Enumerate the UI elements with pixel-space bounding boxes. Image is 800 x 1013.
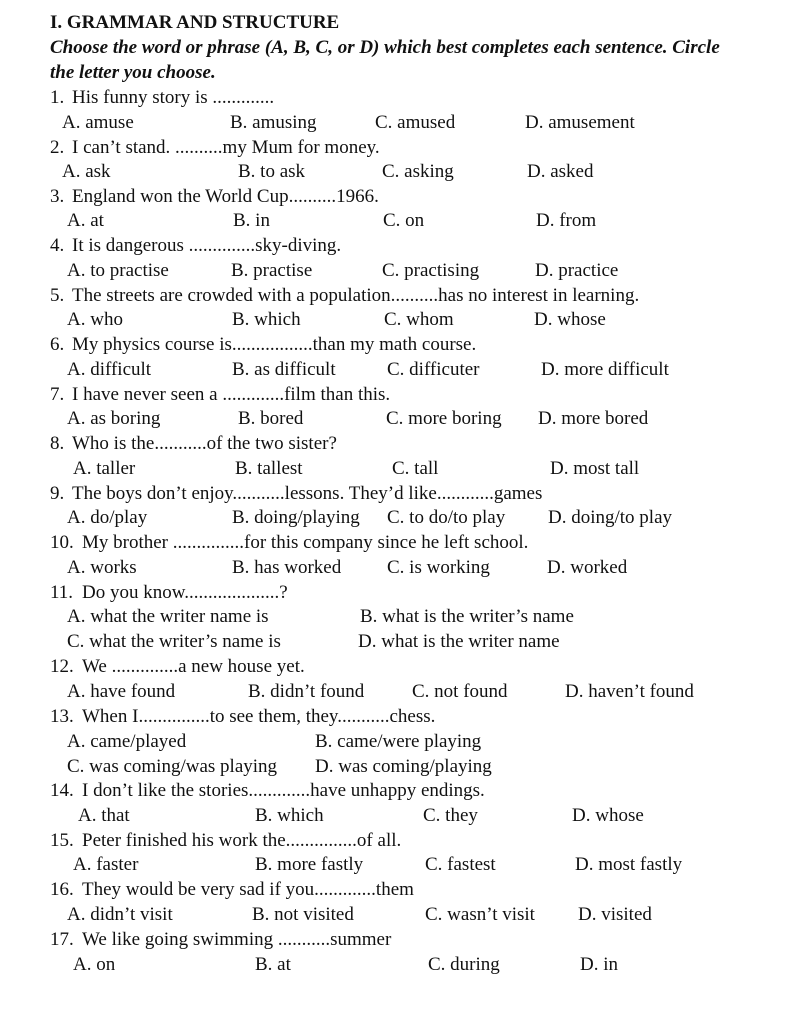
options-row — [0, 730, 800, 755]
question-stem — [0, 779, 800, 804]
question-number: 3. — [50, 186, 65, 207]
question-text: The streets are crowded with a population..........has no interest in learning. — [72, 285, 640, 306]
heading-text: I. GRAMMAR AND STRUCTURE — [50, 12, 340, 33]
option-a[interactable]: A. works — [67, 557, 137, 578]
options-row — [0, 680, 800, 705]
options-row — [0, 755, 800, 780]
option-d[interactable]: D. whose — [534, 309, 606, 330]
question-stem — [0, 432, 800, 457]
question-text: England won the World Cup..........1966. — [72, 186, 379, 207]
option-c[interactable]: C. was coming/was playing — [67, 756, 278, 777]
question-stem — [0, 655, 800, 680]
question-stem — [0, 581, 800, 606]
option-d[interactable]: D. amusement — [525, 112, 635, 133]
option-b[interactable]: B. doing/playing — [232, 507, 360, 528]
options-row — [0, 209, 800, 234]
question-number: 11. — [50, 582, 74, 603]
question-text: We like going swimming ...........summer — [82, 929, 392, 950]
question-text: My brother ...............for this company since he left school. — [82, 532, 529, 553]
question-text: I can’t stand. ..........my Mum for money. — [72, 137, 380, 158]
option-b[interactable]: B. amusing — [230, 112, 317, 133]
question-number: 1. — [50, 87, 65, 108]
option-d[interactable]: D. asked — [527, 161, 594, 182]
option-d[interactable]: D. worked — [547, 557, 628, 578]
option-d[interactable]: D. more bored — [538, 408, 649, 429]
question-stem — [0, 284, 800, 309]
option-c[interactable]: C. during — [428, 954, 500, 975]
question-stem — [0, 531, 800, 556]
option-d[interactable]: D. haven’t found — [565, 681, 694, 702]
option-c[interactable]: C. amused — [375, 112, 456, 133]
options-row — [0, 804, 800, 829]
options-row — [0, 605, 800, 630]
question-number: 6. — [50, 334, 65, 355]
question-number: 2. — [50, 137, 65, 158]
option-a[interactable]: A. faster — [73, 854, 139, 875]
option-d[interactable]: D. visited — [578, 904, 652, 925]
question-number: 7. — [50, 384, 65, 405]
options-row — [0, 259, 800, 284]
question-text: My physics course is.................than my math course. — [72, 334, 477, 355]
option-c[interactable]: C. not found — [412, 681, 508, 702]
question-number: 13. — [50, 706, 74, 727]
option-c[interactable]: C. they — [423, 805, 478, 826]
option-c[interactable]: C. whom — [384, 309, 454, 330]
option-a[interactable]: A. didn’t visit — [67, 904, 173, 925]
question-number: 4. — [50, 235, 65, 256]
options-row — [0, 506, 800, 531]
question-number: 12. — [50, 656, 74, 677]
option-b[interactable]: B. to ask — [238, 161, 306, 182]
question-text: When I...............to see them, they...........chess. — [82, 706, 436, 727]
question-text: The boys don’t enjoy...........lessons. They’d like............games — [72, 483, 543, 504]
option-c[interactable]: C. more boring — [386, 408, 502, 429]
question-number: 17. — [50, 929, 74, 950]
instruction-text: Choose the word or phrase (A, B, C, or D) which best completes each sentence. Circle — [50, 37, 720, 58]
option-d[interactable]: D. what is the writer name — [358, 631, 560, 652]
instruction-text: the letter you choose. — [50, 62, 216, 83]
option-d[interactable]: D. more difficult — [541, 359, 669, 380]
options-row — [0, 903, 800, 928]
option-a[interactable]: A. who — [67, 309, 123, 330]
option-b[interactable]: B. which — [232, 309, 301, 330]
question-stem — [0, 482, 800, 507]
option-b[interactable]: B. in — [233, 210, 270, 231]
question-stem — [0, 878, 800, 903]
option-a[interactable]: A. difficult — [67, 359, 152, 380]
option-b[interactable]: B. not visited — [252, 904, 354, 925]
option-a[interactable]: A. as boring — [67, 408, 161, 429]
option-d[interactable]: D. from — [536, 210, 597, 231]
option-d[interactable]: D. doing/to play — [548, 507, 673, 528]
options-row — [0, 630, 800, 655]
option-c[interactable]: C. to do/to play — [387, 507, 506, 528]
question-stem — [0, 705, 800, 730]
question-number: 15. — [50, 830, 74, 851]
instruction-line-2 — [0, 61, 800, 86]
question-stem — [0, 86, 800, 111]
option-a[interactable]: A. ask — [62, 161, 111, 182]
option-b[interactable]: B. tallest — [235, 458, 303, 479]
option-b[interactable]: B. practise — [231, 260, 313, 281]
question-text: It is dangerous ..............sky-diving. — [72, 235, 342, 256]
option-c[interactable]: C. is working — [387, 557, 490, 578]
question-stem — [0, 333, 800, 358]
question-text: I don’t like the stories.............have unhappy endings. — [82, 780, 485, 801]
option-b[interactable]: B. more fastly — [255, 854, 364, 875]
question-number: 10. — [50, 532, 74, 553]
option-c[interactable]: C. what the writer’s name is — [67, 631, 281, 652]
options-row — [0, 160, 800, 185]
question-stem — [0, 829, 800, 854]
option-b[interactable]: B. at — [255, 954, 291, 975]
question-stem — [0, 928, 800, 953]
option-c[interactable]: C. on — [383, 210, 425, 231]
option-b[interactable]: B. came/were playing — [315, 731, 482, 752]
options-row — [0, 853, 800, 878]
options-row — [0, 308, 800, 333]
question-text: His funny story is ............. — [72, 87, 275, 108]
option-a[interactable]: A. came/played — [67, 731, 187, 752]
option-d[interactable]: D. in — [580, 954, 618, 975]
option-b[interactable]: B. which — [255, 805, 324, 826]
question-stem — [0, 383, 800, 408]
question-text: I have never seen a .............film than this. — [72, 384, 391, 405]
option-c[interactable]: C. tall — [392, 458, 439, 479]
option-d[interactable]: D. most fastly — [575, 854, 683, 875]
question-number: 8. — [50, 433, 65, 454]
option-b[interactable]: B. has worked — [232, 557, 342, 578]
instruction-line-1 — [0, 36, 800, 61]
option-c[interactable]: C. wasn’t visit — [425, 904, 535, 925]
options-row — [0, 556, 800, 581]
option-a[interactable]: A. what the writer name is — [67, 606, 269, 627]
option-c[interactable]: C. asking — [382, 161, 454, 182]
option-d[interactable]: D. was coming/playing — [315, 756, 492, 777]
question-stem — [0, 234, 800, 259]
question-stem — [0, 185, 800, 210]
option-b[interactable]: B. what is the writer’s name — [360, 606, 574, 627]
option-b[interactable]: B. didn’t found — [248, 681, 365, 702]
option-b[interactable]: B. as difficult — [232, 359, 336, 380]
question-text: They would be very sad if you.............them — [82, 879, 414, 900]
question-text: Who is the...........of the two sister? — [72, 433, 337, 454]
option-a[interactable]: A. do/play — [67, 507, 148, 528]
option-a[interactable]: A. taller — [73, 458, 136, 479]
option-c[interactable]: C. practising — [382, 260, 480, 281]
option-a[interactable]: A. at — [67, 210, 104, 231]
option-d[interactable]: D. practice — [535, 260, 619, 281]
option-d[interactable]: D. most tall — [550, 458, 640, 479]
question-text: Peter finished his work the...............of all. — [82, 830, 402, 851]
question-number: 9. — [50, 483, 65, 504]
question-text: We ..............a new house yet. — [82, 656, 305, 677]
option-a[interactable]: A. on — [73, 954, 116, 975]
options-row — [0, 111, 800, 136]
option-a[interactable]: A. that — [78, 805, 130, 826]
option-c[interactable]: C. fastest — [425, 854, 496, 875]
question-number: 5. — [50, 285, 65, 306]
option-a[interactable]: A. to practise — [67, 260, 169, 281]
options-row — [0, 457, 800, 482]
option-d[interactable]: D. whose — [572, 805, 644, 826]
option-b[interactable]: B. bored — [238, 408, 304, 429]
question-stem — [0, 136, 800, 161]
question-text: Do you know....................? — [82, 582, 288, 603]
section-heading — [0, 11, 800, 36]
question-number: 16. — [50, 879, 74, 900]
options-row — [0, 358, 800, 383]
option-c[interactable]: C. difficuter — [387, 359, 480, 380]
option-a[interactable]: A. amuse — [62, 112, 134, 133]
options-row — [0, 953, 800, 978]
option-a[interactable]: A. have found — [67, 681, 176, 702]
options-row — [0, 407, 800, 432]
question-number: 14. — [50, 780, 74, 801]
